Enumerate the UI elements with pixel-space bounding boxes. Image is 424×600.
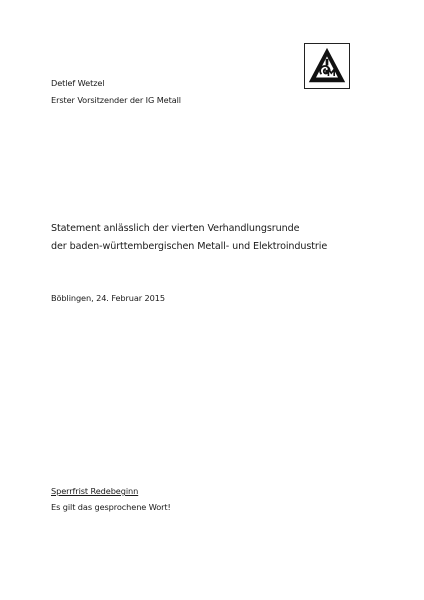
ig-metall-triangle-icon	[305, 44, 349, 88]
author-role: Erster Vorsitzender der IG Metall	[51, 95, 181, 105]
statement-title-line-1: Statement anlässlich der vierten Verhandlungsrunde	[51, 223, 300, 234]
ig-metall-logo-icon	[304, 43, 350, 89]
statement-title-line-2: der baden-württembergischen Metall- und Elektroindustrie	[51, 241, 328, 252]
spoken-word-notice: Es gilt das gesprochene Wort!	[51, 502, 171, 512]
author-name: Detlef Wetzel	[51, 78, 105, 88]
embargo-notice: Sperrfrist Redebeginn	[51, 486, 139, 496]
place-and-date: Böblingen, 24. Februar 2015	[51, 293, 165, 303]
